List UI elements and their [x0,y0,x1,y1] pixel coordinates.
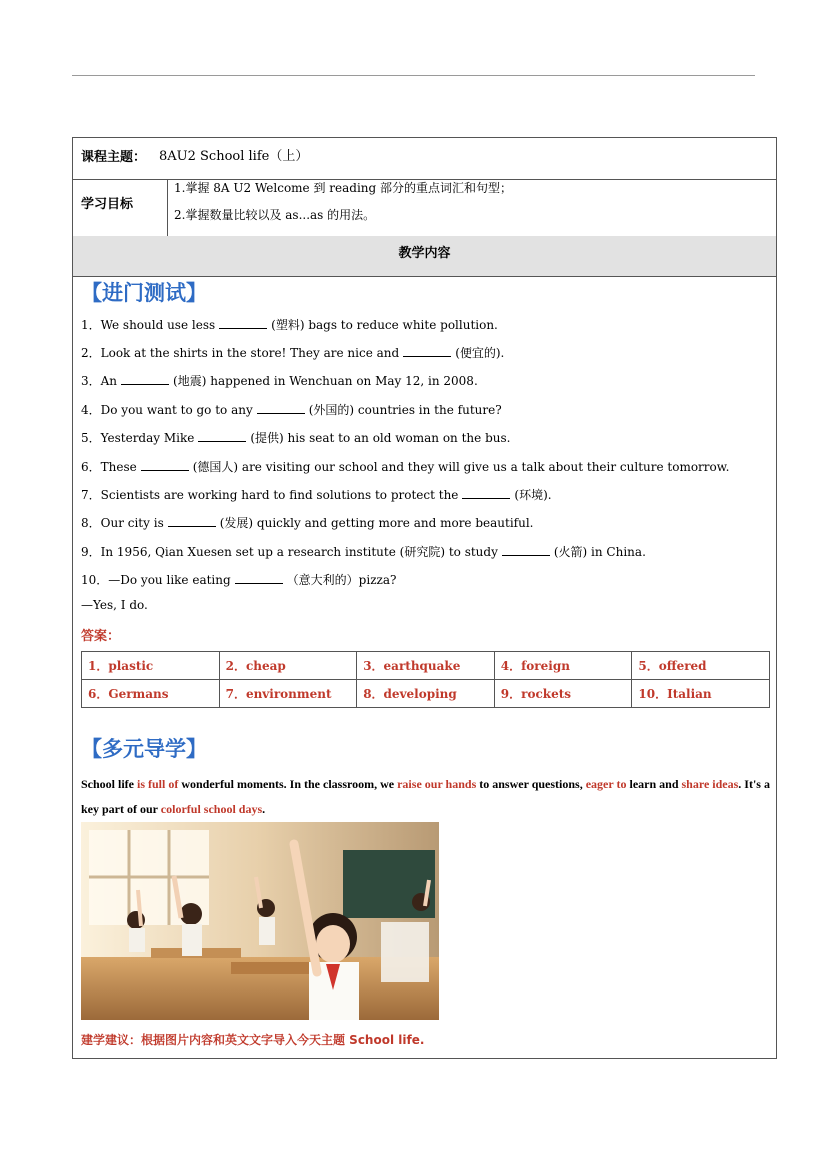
topic-label: 课程主题： [81,150,147,165]
answers-label: 答案： [81,629,121,644]
goal-item: 1.掌握 8A U2 Welcome 到 reading 部分的重点词汇和句型； [174,181,513,195]
goals-label-cell [73,179,168,236]
header-rule [72,75,755,76]
question: 3．An (地震) happened in Wenchuan on May 12, in 2008. [81,374,478,388]
answer-cell: 9．rockets [494,680,632,708]
question: 6．These (德国人) are visiting our school and they will give us a talk about their culture tomorrow. [81,460,730,474]
answer-cell: 3．earthquake [357,652,495,680]
question: 4．Do you want to go to any (外国的) countries in the future? [81,403,502,417]
test-section-title: 【进门测试】 [81,281,207,305]
table-row [82,652,770,680]
answer-cell: 7．environment [219,680,357,708]
question: 5．Yesterday Mike (提供) his seat to an old woman on the bus. [81,431,511,445]
answer-cell: 8．developing [357,680,495,708]
classroom-photo [81,822,439,1020]
answer-cell: 4．foreign [494,652,632,680]
table-row [82,680,770,708]
question: 8．Our city is (发展) quickly and getting more and more beautiful. [81,516,534,530]
question-reply: —Yes, I do. [81,598,148,612]
question: 10．—Do you like eating （意大利的）pizza? [81,573,397,587]
answer-cell: 2．cheap [219,652,357,680]
lesson-frame [72,137,777,1059]
goals-label: 学习目标 [81,197,134,212]
topic-value: 8AU2 School life（上） [159,149,309,164]
answers-table [81,651,770,708]
answer-cell: 10．Italian [632,680,770,708]
question: 9．In 1956, Qian Xuesen set up a research institute (研究院) to study (火箭) in China. [81,545,646,559]
content-header-row [73,236,776,277]
question: 7．Scientists are working hard to find solutions to protect the (环境). [81,488,552,502]
content-header: 教学内容 [398,246,451,261]
answer-cell: 6．Germans [82,680,220,708]
goals-row [73,179,776,237]
question: 1．We should use less (塑料) bags to reduce white pollution. [81,318,498,332]
answer-cell: 5．offered [632,652,770,680]
topic-row [73,138,776,180]
teaching-tip: 建学建议：根据图片内容和英文文字导入今天主题 School life. [81,1033,425,1047]
answer-cell: 1．plastic [82,652,220,680]
guide-section-title: 【多元导学】 [81,737,207,761]
question: 2．Look at the shirts in the store! They are nice and (便宜的). [81,346,505,360]
intro-paragraph: School life is full of wonderful moments. In the classroom, we raise our hands to answer questions, eager to learn and share ideas. It's a key part of our colorful school days. [81,777,770,816]
goal-item: 2.掌握数量比较以及 as...as 的用法。 [174,208,376,222]
